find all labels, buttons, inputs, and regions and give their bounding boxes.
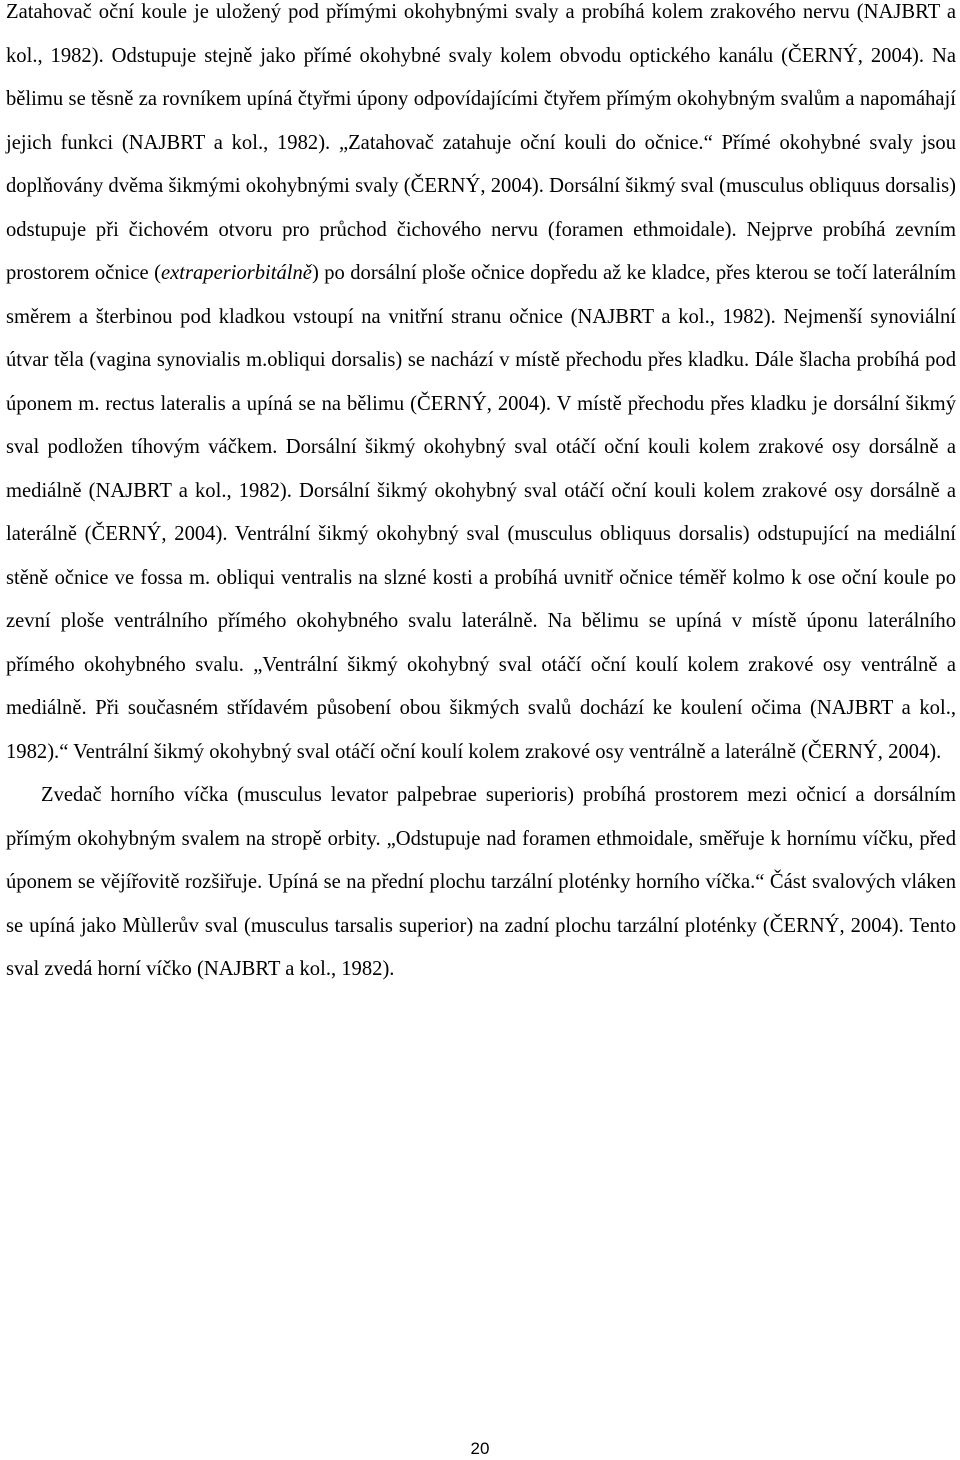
paragraph-levator-palpebrae [6,774,956,992]
page-number: 20 [470,1439,490,1458]
italic-term-extraperiorbitalne: extraperiorbitálně [160,262,312,284]
paragraph-1-text-b: ) po dorsální ploše očnice dopředu až ke kladce, přes kterou se točí laterálním směrem a šterbinou pod kladkou vstoupí na vnitřní stranu očnice (NAJBRT a kol., 1982). Nejmenší synoviální útvar těla (vagina synovialis m.obliqui dorsalis) se nachází v místě přechodu přes kladku. Dále šlacha probíhá pod úponem m. rectus lateralis a upíná se na bělimu (ČERNÝ, 2004). V místě přechodu přes kladku je dorsální šikmý sval podložen tíhovým váčkem. Dorsální šikmý okohybný sval otáčí oční kouli kolem zrakové osy dorsálně a mediálně (NAJBRT a kol., 1982). Dorsální šikmý okohybný sval otáčí oční kouli kolem zrakové osy dorsálně a laterálně (ČERNÝ, 2004). Ventrální šikmý okohybný sval (musculus obliquus dorsalis) odstupující na mediální stěně očnice ve fossa m. obliqui ventralis na slzné kosti a probíhá uvnitř očnice téměř kolmo k ose oční koule po zevní ploše ventrálního přímého okohybného svalu laterálně. Na bělimu se upíná v místě úponu laterálního přímého okohybného svalu. „Ventrální šikmý okohybný sval otáčí oční koulí kolem zrakové osy ventrálně a mediálně. Při současném střídavém působení obou šikmých svalů dochází ke koulení očima (NAJBRT a kol., 1982).“ Ventrální šikmý okohybný sval otáčí oční koulí kolem zrakové osy ventrálně a laterálně (ČERNÝ, 2004). [6,262,956,763]
paragraph-1-text-a: Zatahovač oční koule je uložený pod přímými okohybnými svaly a probíhá kolem zrakového nervu (NAJBRT a kol., 1982). Odstupuje stejně jako přímé okohybné svaly kolem obvodu optického kanálu (ČERNÝ, 2004). Na bělimu se těsně za rovníkem upíná čtyřmi úpony odpovídajícími čtyřem přímým okohybným svalům a napomáhají jejich funkci (NAJBRT a kol., 1982). „Zatahovač zatahuje oční kouli do očnice.“ Přímé okohybné svaly jsou doplňovány dvěma šikmými okohybnými svaly (ČERNÝ, 2004). Dorsální šikmý sval (musculus obliquus dorsalis) odstupuje při čichovém otvoru pro průchod čichového nervu (foramen ethmoidale). Nejprve probíhá zevním prostorem očnice ( [6,1,956,284]
paragraph-extraocular-muscles [6,0,956,774]
body-text [6,0,956,992]
paragraph-2-text: Zvedač horního víčka (musculus levator palpebrae superioris) probíhá prostorem mezi očnicí a dorsálním přímým okohybným svalem na stropě orbity. „Odstupuje nad foramen ethmoidale, směřuje k hornímu víčku, před úponem se vějířovitě rozšiřuje. Upíná se na přední plochu tarzální ploténky horního víčka.“ Část svalových vláken se upíná jako Mùllerův sval (musculus tarsalis superior) na zadní plochu tarzální ploténky (ČERNÝ, 2004). Tento sval zvedá horní víčko (NAJBRT a kol., 1982). [6,784,956,980]
